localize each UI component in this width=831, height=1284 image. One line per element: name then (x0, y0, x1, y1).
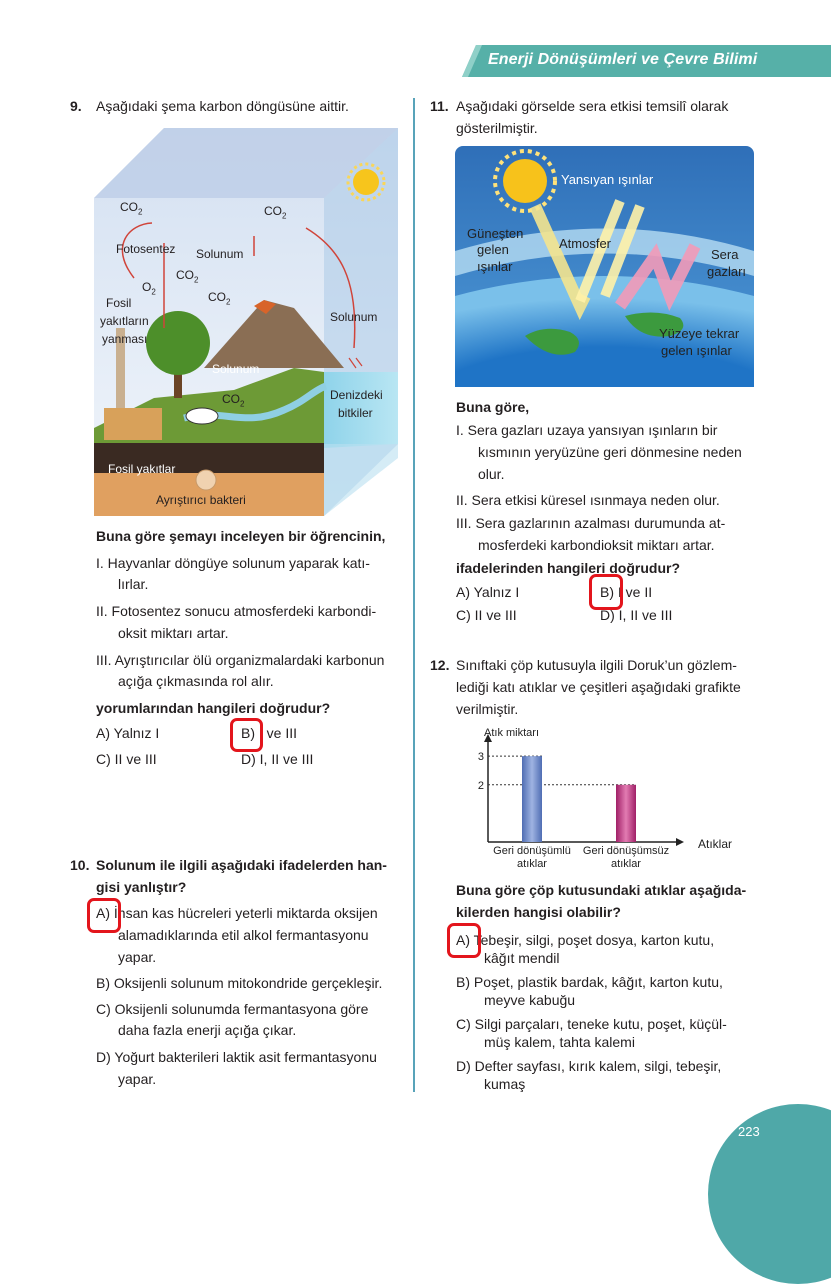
bar-2 (616, 785, 636, 842)
x-axis-label: Atıklar (698, 837, 733, 851)
q11-option-c[interactable]: C) II ve III (456, 607, 517, 623)
q9-lead: Buna göre şemayı inceleyen bir öğrencinin, (96, 528, 386, 544)
q12-answer-marker (447, 923, 481, 958)
q9-statement-1a: I. Hayvanlar döngüye solunum yaparak katı- (96, 555, 370, 571)
fig-atmosfer: Atmosfer (559, 236, 612, 251)
q10-option-d-line2: yapar. (118, 1071, 157, 1087)
q11-statement-3b: mosferdeki karbondioksit miktarı artar. (478, 537, 715, 553)
fig-ayristirici: Ayrıştırıcı bakteri (156, 493, 246, 507)
fig-solunum-mid: Solunum (212, 362, 260, 376)
q10-option-a-line3: yapar. (118, 949, 157, 965)
q11-number: 11. (430, 98, 449, 114)
fig-fosil-1: Fosil (106, 296, 132, 310)
q10-answer-marker (87, 898, 121, 933)
fig-gunesten-1: Güneşten (467, 226, 524, 241)
q11-statement-2: II. Sera etkisi küresel ısınmaya neden olur. (456, 492, 720, 508)
q9-option-b[interactable]: B) I ve III (241, 725, 298, 741)
q12-option-c-line1[interactable]: C) Silgi parçaları, teneke kutu, poşet, küçül- (456, 1016, 727, 1032)
q9-statement-1b: lırlar. (118, 576, 149, 592)
q9-option-c[interactable]: C) II ve III (96, 751, 157, 767)
fig-co2-e: $CO_2$ (222, 392, 245, 409)
q12-option-d-line1[interactable]: D) Defter sayfası, kırık kalem, silgi, tebeşir, (456, 1058, 722, 1074)
fig-yuzeye-2: gelen ışınlar (661, 343, 732, 358)
q12-option-b-line2: meyve kabuğu (484, 992, 576, 1008)
q11-statement-3a: III. Sera gazlarının azalması durumunda at- (456, 515, 726, 531)
q9-number: 9. (70, 98, 82, 114)
x-axis-arrow (676, 838, 684, 846)
chapter-header (462, 45, 831, 77)
q9-stem: Aşağıdaki şema karbon döngüsüne aittir. (96, 98, 349, 114)
q12-option-a-line1[interactable]: A) Tebeşir, silgi, poşet dosya, karton kutu, (456, 932, 715, 948)
q10-option-a-line2: alamadıklarında etil alkol fermantasyonu (118, 927, 369, 943)
q9-statement-2a: II. Fotosentez sonucu atmosferdeki karbondi- (96, 603, 377, 619)
q10-option-c-line1[interactable]: C) Oksijenli solunumda fermantasyona göre (96, 1001, 369, 1017)
q12-lead-a: Buna göre çöp kutusundaki atıklar aşağıda- (456, 882, 747, 898)
fig-co2-c: $CO_2$ (176, 268, 199, 285)
fig-denizdeki-2: bitkiler (338, 406, 373, 420)
fig-co2-b: $CO_2$ (264, 204, 287, 221)
q9-statement-2b: oksit miktarı artar. (118, 625, 229, 641)
q11-lead: Buna göre, (456, 399, 530, 415)
chapter-title: Enerji Dönüşümleri ve Çevre Bilimi (488, 51, 758, 68)
fig-fosil-yakitlar: Fosil yakıtlar (108, 462, 176, 476)
category-label: atıklar (517, 858, 547, 870)
q11-option-a[interactable]: A) Yalnız I (456, 584, 520, 600)
q9-statement-3a: III. Ayrıştırıcılar ölü organizmalardaki karbonun (96, 652, 385, 668)
q10-option-a-line1[interactable]: A) İnsan kas hücreleri yeterli miktarda oksijen (96, 905, 378, 921)
bar-1 (522, 756, 542, 842)
q12-option-a-line2: kâğıt mendil (484, 950, 560, 966)
q12-stem-c: verilmiştir. (456, 701, 519, 717)
q12-option-c-line2: müş kalem, tahta kalemi (484, 1034, 635, 1050)
fig-fotosentez: Fotosentez (116, 242, 176, 256)
y-axis-label: Atık miktarı (484, 727, 540, 739)
greenhouse-figure (455, 146, 754, 387)
q9-option-a[interactable]: A) Yalnız I (96, 725, 160, 741)
q12-stem-b: lediği katı atıklar ve çeşitleri aşağıdaki grafikte (456, 679, 741, 695)
y-tick-label: 3 (477, 751, 484, 764)
q12-number: 12. (430, 657, 450, 673)
category-label: Geri dönüşümsüz (582, 845, 670, 857)
q10-option-d-line1[interactable]: D) Yoğurt bakterileri laktik asit fermantasyonu (96, 1049, 377, 1065)
fig-sera-1: Sera (711, 247, 739, 262)
fig-fosil-3: yanması (102, 332, 148, 346)
q12-option-d-line2: kumaş (484, 1076, 526, 1092)
fig-yansiyan: Yansıyan ışınlar (561, 172, 654, 187)
fig-sera-2: gazları (707, 264, 747, 279)
fig-fosil-2: yakıtların (100, 314, 149, 328)
page-number: 223 (738, 1124, 760, 1139)
waste-bar-chart (470, 722, 740, 874)
q10-stem-b: gisi yanlıştır? (96, 879, 187, 895)
q11-ask: ifadelerinden hangileri doğrudur? (456, 560, 681, 576)
q11-option-b[interactable]: B) I ve II (600, 584, 653, 600)
q9-statement-3b: açığa çıkmasında rol alır. (118, 673, 274, 689)
column-divider (413, 98, 415, 1092)
y-tick-label: 2 (477, 779, 484, 792)
q11-answer-marker (589, 574, 623, 610)
fig-gunesten-2: gelen (477, 242, 509, 257)
q11-statement-1a: I. Sera gazları uzaya yansıyan ışınların bir (456, 422, 718, 438)
q9-answer-marker (230, 718, 263, 752)
q10-number: 10. (70, 857, 90, 873)
q10-option-b[interactable]: B) Oksijenli solunum mitokondride gerçekleşir. (96, 975, 383, 991)
page-number-badge (708, 1104, 831, 1284)
q11-stem-a: Aşağıdaki görselde sera etkisi temsilî olarak (456, 98, 729, 114)
fig-denizdeki-1: Denizdeki (330, 388, 383, 402)
q11-option-d[interactable]: D) I, II ve III (600, 607, 673, 623)
q11-statement-1c: olur. (478, 466, 505, 482)
q10-option-c-line2: daha fazla enerji açığa çıkar. (118, 1022, 297, 1038)
fig-o2: $O_2$ (142, 280, 156, 297)
fig-solunum-right: Solunum (330, 310, 378, 324)
q11-stem-b: gösterilmiştir. (456, 120, 538, 136)
q9-ask: yorumlarından hangileri doğrudur? (96, 700, 331, 716)
category-label: atıklar (611, 858, 641, 870)
q11-statement-1b: kısmının yeryüzüne geri dönmesine neden (478, 444, 742, 460)
q10-stem-a: Solunum ile ilgili aşağıdaki ifadelerden han- (96, 857, 387, 873)
waste-chart-canvas (470, 722, 740, 874)
q12-option-b-line1[interactable]: B) Poşet, plastik bardak, kâğıt, karton kutu, (456, 974, 723, 990)
q12-stem-a: Sınıftaki çöp kutusuyla ilgili Doruk’un gözlem- (456, 657, 737, 673)
fig-gunesten-3: ışınlar (477, 259, 513, 274)
fig-co2-a: $CO_2$ (120, 200, 143, 217)
fig-yuzeye-1: Yüzeye tekrar (659, 326, 740, 341)
q12-lead-b: kilerden hangisi olabilir? (456, 904, 621, 920)
category-label: Geri dönüşümlü (493, 845, 571, 857)
q9-option-d[interactable]: D) I, II ve III (241, 751, 314, 767)
carbon-cycle-figure (94, 128, 398, 516)
fig-solunum-top: Solunum (196, 247, 244, 261)
fig-co2-d: $CO_2$ (208, 290, 231, 307)
